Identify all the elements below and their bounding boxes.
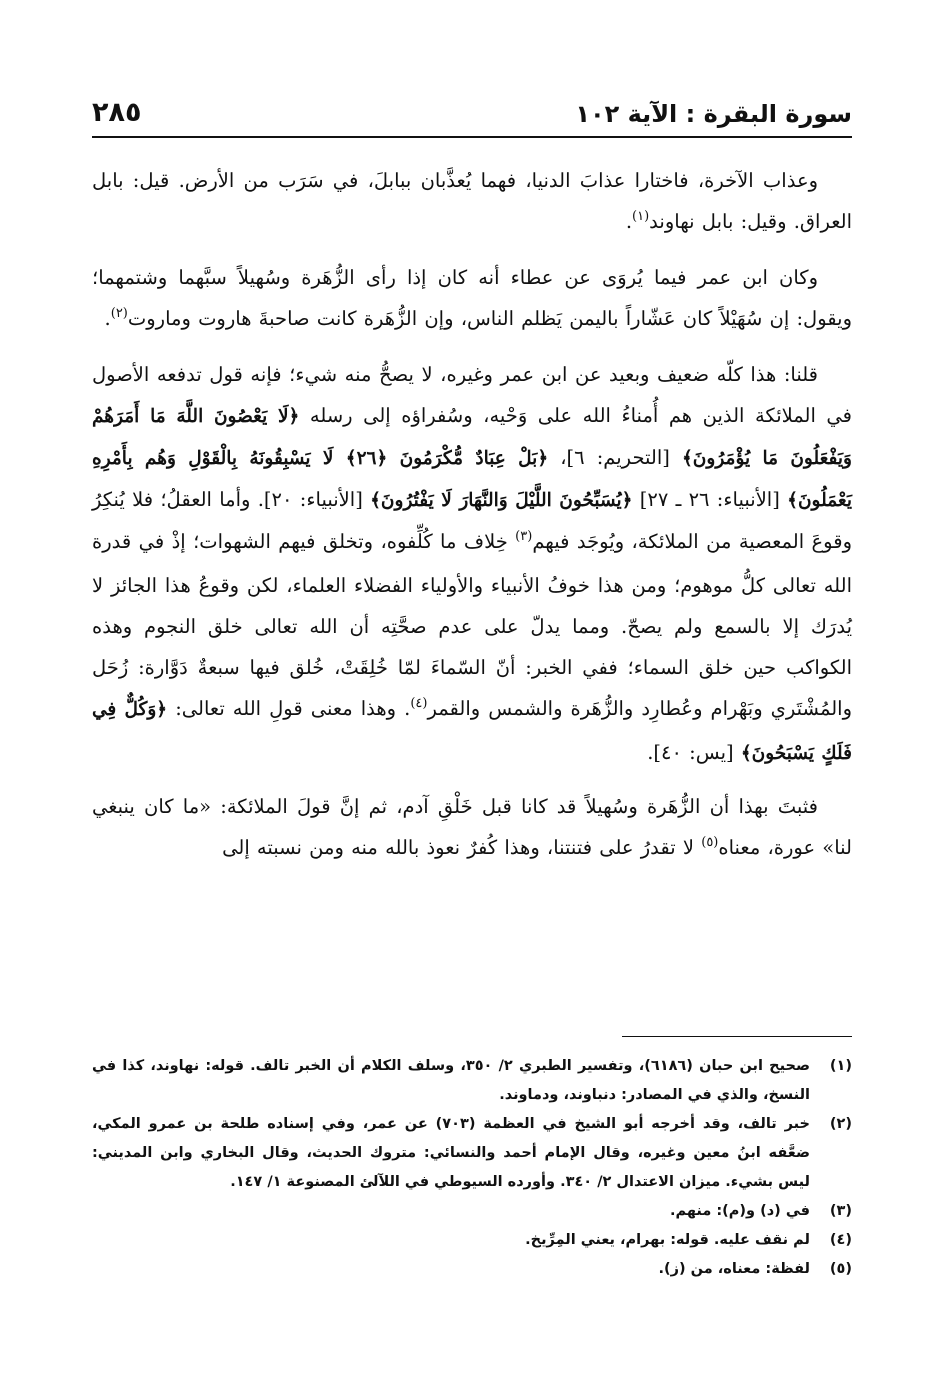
paragraph-2 <box>92 257 852 342</box>
footnote-1 <box>92 1052 852 1110</box>
paragraph-3-text-g: [يس: ٤٠]. <box>647 741 741 764</box>
paragraph-4 <box>92 786 852 871</box>
quran-verse-2: ﴿بَلْ عِبَادٌ مُّكْرَمُونَ ﴿٢٦﴾ لَا يَسْبِقُونَهُ بِالْقَوْلِ وَهُم بِأَمْرِهِ يَعْمَلُونَ﴾ <box>92 448 853 511</box>
footnote-ref-1[interactable]: (١) <box>632 209 650 224</box>
header-divider <box>92 136 852 138</box>
footnote-number: (١) <box>829 1058 852 1074</box>
paragraph-3-text-e: خِلاف ما كُلِّفوه، وتخلق فيهم الشهوات؛ إذْ في قدرة الله تعالى كلُّ موهوم؛ ومن هذا خوفُ الأنبياء والأولياء الفضلاء العلماء، لكن وقوعُ هذا الجائز لا يُدرَك إلا بالسمع ولم يصحّ. ومما يدلّ على عدم صحَّتِه أن الله تعالى خلق النجوم وهذه الكواكب حين خلق السماء؛ ففي الخبر: أنّ السّماءَ لمّا خُلِقَتْ، خُلق فيها سبعةٌ دَوَّارة: زُحَل والمُشْتَري وبَهْرام وعُطارِد والزُّهَرة والشمس والقمر <box>92 530 853 720</box>
footnote-4 <box>92 1226 852 1255</box>
paragraph-1-text: وعذاب الآخرة، فاختارا عذابَ الدنيا، فهما يُعذَّبان ببابلَ، في سَرَب من الأرض. قيل: بابل العراق. وقيل: بابل نهاوند <box>92 169 852 233</box>
footnote-text: لم نقف عليه. قوله: بهرام، يعني المِرِّيخ. <box>525 1232 810 1248</box>
footnote-divider <box>622 1036 852 1037</box>
paragraph-2-end: . <box>104 307 111 330</box>
paragraph-2-text: وكان ابن عمر فيما يُروَى عن عطاء أنه كان إذا رأى الزُّهَرة وسُهيلاً سبَّهما وشتمهما؛ ويقول: إن سُهَيْلاً كان عَشّاراً باليمن يَظلم الناس، وإن الزُّهَرة كانت صاحبةَ هاروت وماروت <box>92 266 852 330</box>
paragraph-3-text-c: [الأنبياء: ٢٦ ـ ٢٧] <box>632 488 788 511</box>
paragraph-4-text-a: فثبتَ بهذا أن الزُّهَرة وسُهيلاً قد كانا قبل خَلْقِ آدم، ثم إنَّ قولَ الملائكة: «ما كان ينبغي لنا» عورة، معناه <box>92 795 852 859</box>
page-number: ٢٨٥ <box>92 97 142 128</box>
footnote-ref-4[interactable]: (٤) <box>410 696 428 711</box>
paragraph-3-text-d: [الأنبياء: ٢٠]. وأما العقلُ؛ فلا يُنكِرُ وقوعَ المعصية من الملائكة، ويُوجَد فيهم <box>92 488 852 553</box>
footnote-text: خبر تالف، وقد أخرجه أبو الشيخ في العظمة (٧٠٣) عن عمر، وفي إسناده طلحة بن عمرو المكي، ضعَّفه ابنُ معين وغيره، وقال الإمام أحمد والنسائي: متروك الحديث، وقال البخاري وابن المديني: ليس بشيء. ميزان الاعتدال ٢/ ٣٤٠. وأورده السيوطي في اللآلئ المصنوعة ١/ ١٤٧. <box>92 1116 811 1190</box>
footnote-number: (٤) <box>829 1232 852 1248</box>
paragraph-1 <box>92 160 852 245</box>
running-header-title: سورة البقرة : الآية ١٠٢ <box>575 100 852 128</box>
paragraph-3-text-a: قلنا: هذا كلّه ضعيف وبعيد عن ابن عمر وغيره، لا يصحُّ منه شيء؛ فإنه قول تدفعه الأصول في الملائكة الذين هم أُمناءُ الله على وَحْيه، وسُفراؤه إلى رسله <box>92 363 852 427</box>
paragraph-4-text-b: لا تقدرُ على فتنتنا، وهذا كُفرٌ نعوذ بالله منه ومن نسبته إلى <box>222 836 702 859</box>
footnote-text: لفظة: معناه، من (ز). <box>658 1261 810 1277</box>
footnote-number: (٣) <box>829 1203 852 1219</box>
footnote-number: (٥) <box>829 1261 852 1277</box>
running-header <box>92 88 852 128</box>
paragraph-1-end: . <box>625 210 633 233</box>
quran-verse-4: ﴿وَكُلٌّ فِي فَلَكٍ يَسْبَحُونَ﴾ <box>92 699 852 764</box>
footnote-3 <box>92 1197 852 1226</box>
footnote-2 <box>92 1110 852 1197</box>
paragraph-3 <box>92 354 852 774</box>
footnote-text: صحيح ابن حبان (٦١٨٦)، وتفسير الطبري ٢/ ٣٥٠، وسلف الكلام أن الخبر تالف. قوله: نهاوند، كذا في النسخ، والذي في المصادر: دنباوند، ودماوند. <box>92 1058 810 1103</box>
footnote-ref-3[interactable]: (٣) <box>515 529 533 544</box>
footnotes <box>92 1052 852 1284</box>
footnote-ref-5[interactable]: (٥) <box>701 835 719 850</box>
footnote-text: في (د) و(م): منهم. <box>669 1203 810 1219</box>
footnote-5 <box>92 1255 852 1284</box>
main-text <box>92 160 852 871</box>
paragraph-3-text-f: . وهذا معنى قولِ الله تعالى: <box>167 697 411 720</box>
footnote-ref-2[interactable]: (٢) <box>110 306 128 321</box>
quran-verse-1: ﴿لَا يَعْصُونَ اللَّهَ مَا أَمَرَهُمْ وَيَفْعَلُونَ مَا يُؤْمَرُونَ﴾ <box>92 406 852 469</box>
footnote-number: (٢) <box>829 1116 852 1132</box>
quran-verse-3: ﴿يُسَبِّحُونَ اللَّيْلَ وَالنَّهَارَ لَا يَفْتُرُونَ﴾ <box>370 490 633 511</box>
paragraph-3-text-b: [التحريم: ٦]، <box>548 446 682 469</box>
